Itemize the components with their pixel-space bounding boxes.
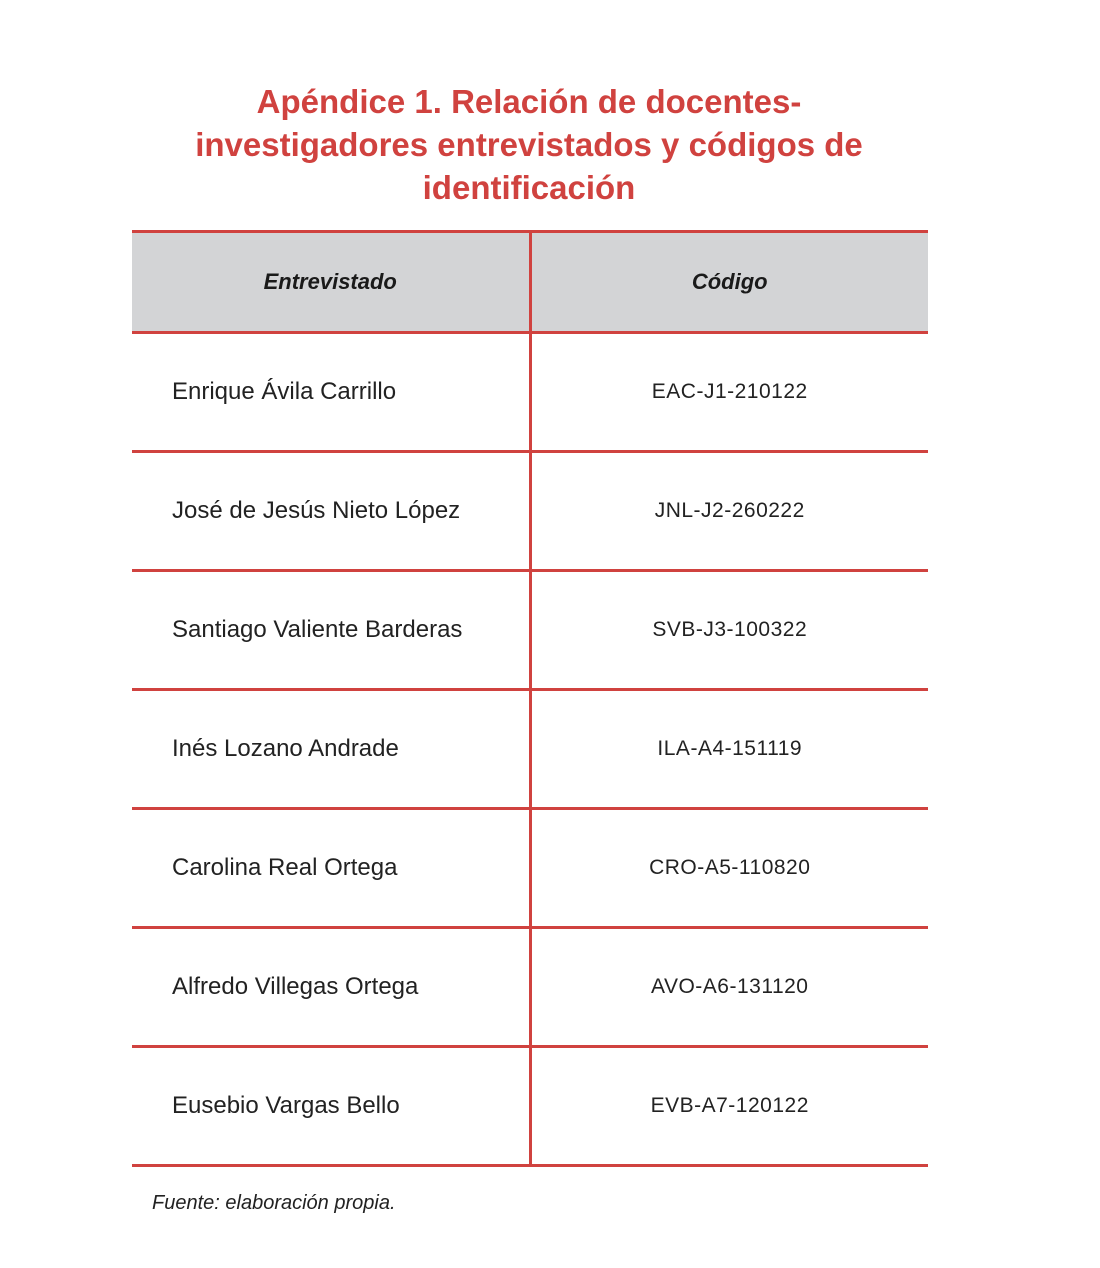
table-row [132, 1047, 928, 1166]
table-row [132, 809, 928, 928]
interviewee-code: JNL-J2-260222 [530, 452, 928, 571]
interviewee-name: Inés Lozano Andrade [132, 690, 530, 809]
interviewee-code: EAC-J1-210122 [530, 333, 928, 452]
interviewee-code: EVB-A7-120122 [530, 1047, 928, 1166]
source-note: Fuente: elaboración propia. [152, 1192, 396, 1214]
table-row [132, 690, 928, 809]
table-row [132, 452, 928, 571]
title-line-3: identificación [422, 169, 636, 206]
interviewee-code: AVO-A6-131120 [530, 928, 928, 1047]
table-row [132, 928, 928, 1047]
table-row [132, 571, 928, 690]
title-line-2: investigadores entrevistados y códigos de [195, 126, 863, 163]
interviewee-code: CRO-A5-110820 [530, 809, 928, 928]
interviewee-code: ILA-A4-151119 [530, 690, 928, 809]
interviewee-name: José de Jesús Nieto López [132, 452, 530, 571]
interviewee-code: SVB-J3-100322 [530, 571, 928, 690]
interviewee-name: Eusebio Vargas Bello [132, 1047, 530, 1166]
title-line-1: Apéndice 1. Relación de docentes- [256, 83, 802, 120]
interviewee-name: Alfredo Villegas Ortega [132, 928, 530, 1047]
interviewee-codes-table [132, 230, 928, 1167]
table-row [132, 333, 928, 452]
header-entrevistado: Entrevistado [132, 232, 530, 333]
interviewee-name: Santiago Valiente Barderas [132, 571, 530, 690]
appendix-title [130, 80, 928, 209]
table-header-row [132, 232, 928, 333]
header-codigo: Código [530, 232, 928, 333]
interviewee-name: Carolina Real Ortega [132, 809, 530, 928]
interviewee-name: Enrique Ávila Carrillo [132, 333, 530, 452]
